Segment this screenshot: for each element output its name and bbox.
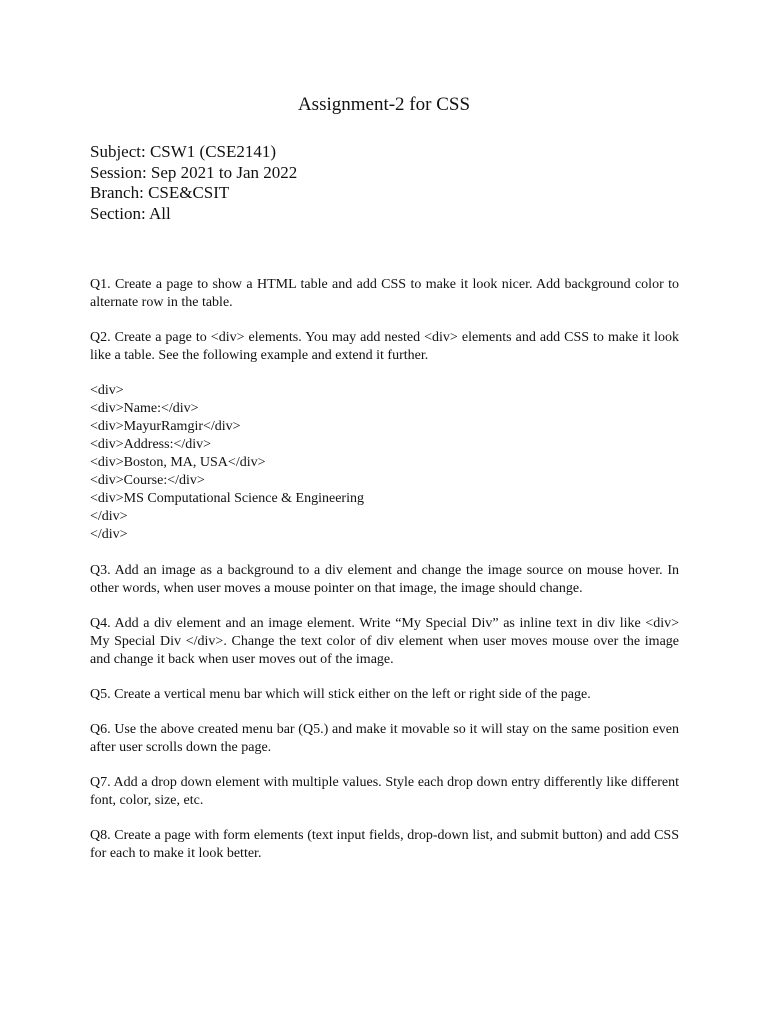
code-line: <div>Course:</div>: [90, 473, 205, 488]
meta-subject: Subject: CSW1 (CSE2141): [90, 142, 277, 161]
code-line: <div>MS Computational Science & Engineering: [90, 491, 364, 506]
question-q1: Q1. Create a page to show a HTML table and add CSS to make it look nicer. Add background color to alternate row in the table.: [90, 277, 679, 310]
code-line: <div>Boston, MA, USA</div>: [90, 455, 266, 470]
code-line: </div>: [90, 509, 128, 524]
code-line: <div>MayurRamgir</div>: [90, 419, 241, 434]
question-q6: Q6. Use the above created menu bar (Q5.) and make it movable so it will stay on the same position even after user scrolls down the page.: [90, 722, 679, 755]
meta-session: Session: Sep 2021 to Jan 2022: [90, 162, 298, 182]
code-line: <div>Name:</div>: [90, 401, 199, 416]
document-title: Assignment-2 for CSS: [297, 94, 471, 115]
code-line: <div>: [90, 383, 124, 398]
meta-section: Section: All: [90, 203, 171, 223]
question-q2: Q2. Create a page to <div> elements. You may add nested <div> elements and add CSS to make it look like a table. See the following example and extend it further.: [90, 330, 679, 363]
code-example: [90, 382, 679, 544]
question-q7: Q7. Add a drop down element with multiple values. Style each drop down entry differently like different font, color, size, etc.: [90, 775, 679, 808]
code-line: <div>Address:</div>: [90, 437, 212, 452]
meta-branch: Branch: CSE&CSIT: [90, 183, 230, 202]
question-q4: Q4. Add a div element and an image element. Write “My Special Div” as inline text in div like <div> My Special Div </div>. Change the text color of div element when user moves mouse over the image and change it back when user moves out of the image.: [90, 616, 679, 667]
course-meta: [90, 142, 297, 224]
question-q8: Q8. Create a page with form elements (text input fields, drop-down list, and submit button) and add CSS for each to make it look better.: [90, 828, 679, 861]
question-q3: Q3. Add an image as a background to a div element and change the image source on mouse hover. In other words, when user moves a mouse pointer on that image, the image should change.: [90, 563, 679, 596]
questions-list: [90, 276, 679, 880]
code-line: </div>: [90, 527, 128, 542]
question-q5: Q5. Create a vertical menu bar which will stick either on the left or right side of the page.: [90, 687, 591, 702]
